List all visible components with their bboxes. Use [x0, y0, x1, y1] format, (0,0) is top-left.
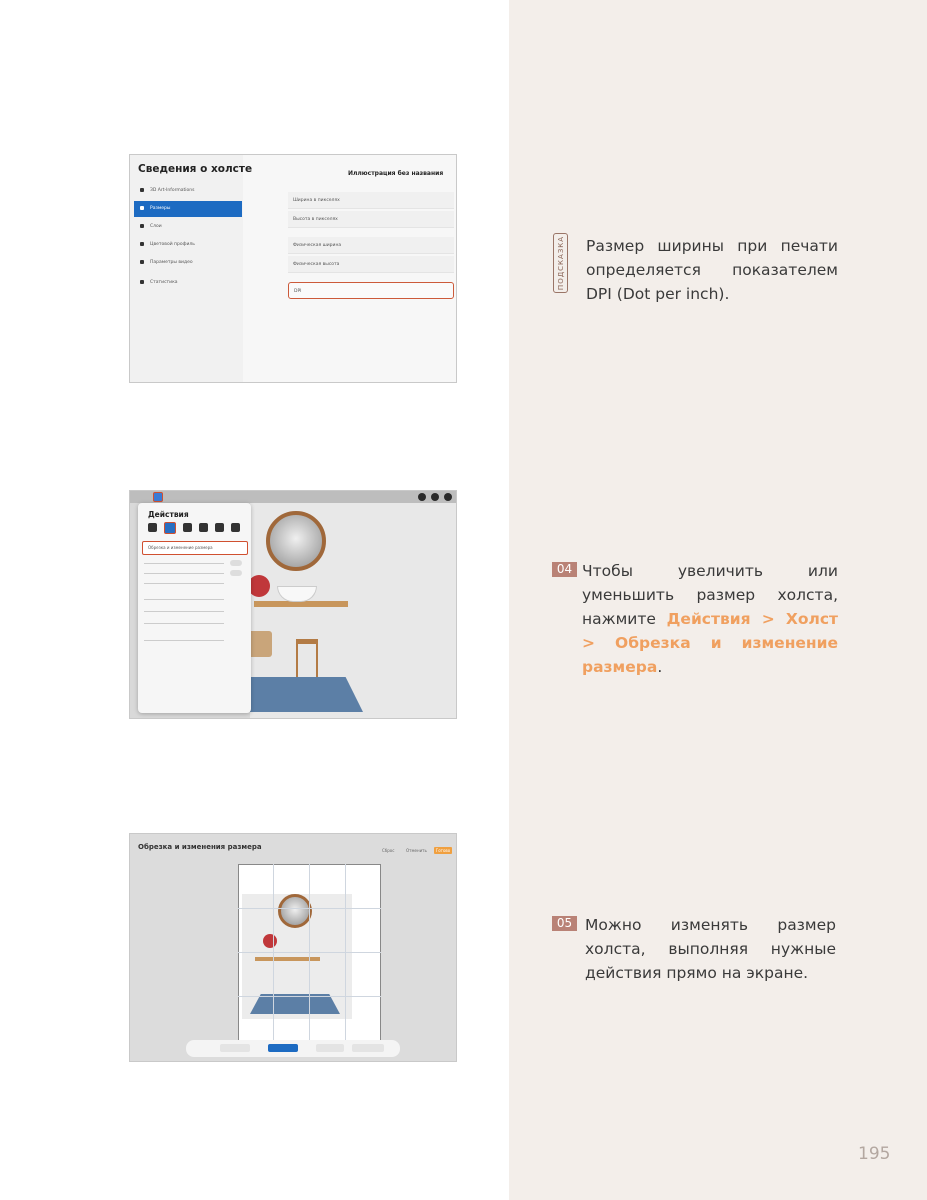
tip-tag [553, 233, 568, 293]
crop-toolbar [186, 1040, 400, 1057]
step-number-badge: 05 [552, 916, 577, 931]
wooden-shelf [255, 957, 320, 961]
step-text-part: Чтобы увеличить или уменьшить размер холста, нажмите [582, 562, 838, 628]
grid-line [273, 864, 274, 1042]
sidebar-item: ЗD Art-Informations [134, 183, 242, 199]
menu-line [144, 640, 224, 641]
tip-text: Размер ширины при печати определяется показателем DPI (Dot per inch). [586, 237, 838, 303]
grid-line [238, 996, 381, 997]
sidebar-item: Статистика [134, 275, 242, 291]
crop-resize-screenshot [129, 833, 457, 1062]
smudge-icon [431, 493, 439, 501]
grid-line [238, 908, 381, 909]
help-icon [231, 523, 240, 532]
step-text-part: . [657, 658, 663, 676]
tip-tag-label: ПОДСКАЗКА [556, 235, 565, 291]
canvas-info-heading: Иллюстрация без названия [348, 170, 444, 177]
menu-line [144, 583, 224, 584]
slider [220, 1044, 250, 1052]
video-icon [199, 523, 208, 532]
grid-line [309, 864, 310, 1042]
bullet-icon [140, 188, 144, 192]
step-number-badge: 04 [552, 562, 577, 577]
menu-line [144, 623, 224, 624]
crop-resize-item-highlighted: Обрезка и изменение размера [142, 541, 248, 555]
done-button: Готово [435, 848, 451, 853]
page-number: 195 [858, 1144, 891, 1164]
round-mirror [266, 511, 326, 571]
round-mirror [278, 894, 312, 928]
color-icon [444, 493, 452, 501]
toggle-icon [230, 560, 242, 566]
menu-line [144, 599, 224, 600]
menu-line [144, 563, 224, 564]
toggle-icon [230, 570, 242, 576]
step-accent-path: Действия > Холст > Обрезка и изменение размера [582, 610, 839, 676]
sidebar-item: Цветовой профиль [134, 237, 242, 253]
menu-line [144, 573, 224, 574]
reset-button: Сброс [382, 848, 395, 853]
bullet-icon [140, 206, 144, 210]
prefs-icon [215, 523, 224, 532]
bullet-icon [140, 280, 144, 284]
stool [296, 639, 318, 679]
actions-screenshot [129, 490, 457, 719]
actions-panel [138, 503, 251, 713]
blue-rug [250, 994, 340, 1014]
sidebar-item: Слои [134, 219, 242, 235]
canvas-info-title: Сведения о холсте [138, 163, 253, 175]
step-04-text [582, 559, 838, 679]
add-icon [148, 523, 157, 532]
brush-icon [418, 493, 426, 501]
cancel-button: Отменить [406, 848, 427, 853]
info-row: Ширина в пикселях [288, 192, 454, 209]
sidebar-item-active: Размеры [134, 201, 242, 217]
bullet-icon [140, 242, 144, 246]
dpi-row-highlighted: DPI [288, 282, 454, 299]
grid-line [238, 952, 381, 953]
info-row: Физическая высота [288, 256, 454, 273]
canvas-icon [164, 522, 176, 534]
grid-line [345, 864, 346, 1042]
bullet-icon [140, 260, 144, 264]
menu-line [144, 611, 224, 612]
info-row: Высота в пикселях [288, 211, 454, 228]
flowers [248, 575, 270, 597]
sidebar-item: Параметры видео [134, 255, 242, 271]
toolbar-button-active [268, 1044, 298, 1052]
crop-resize-title: Обрезка и изменения размера [138, 843, 262, 851]
canvas-info-screenshot [129, 154, 457, 383]
step-05-text: Можно изменять размер холста, выполняя нужные действия прямо на экране. [585, 916, 836, 982]
share-icon [183, 523, 192, 532]
toolbar-button [352, 1044, 384, 1052]
bullet-icon [140, 224, 144, 228]
top-toolbar [130, 491, 456, 503]
basket [248, 631, 272, 657]
toolbar-button [316, 1044, 344, 1052]
actions-wrench-icon [153, 492, 163, 502]
flowers [263, 934, 277, 948]
info-row: Физическая ширина [288, 237, 454, 254]
actions-panel-title: Действия [148, 510, 189, 519]
